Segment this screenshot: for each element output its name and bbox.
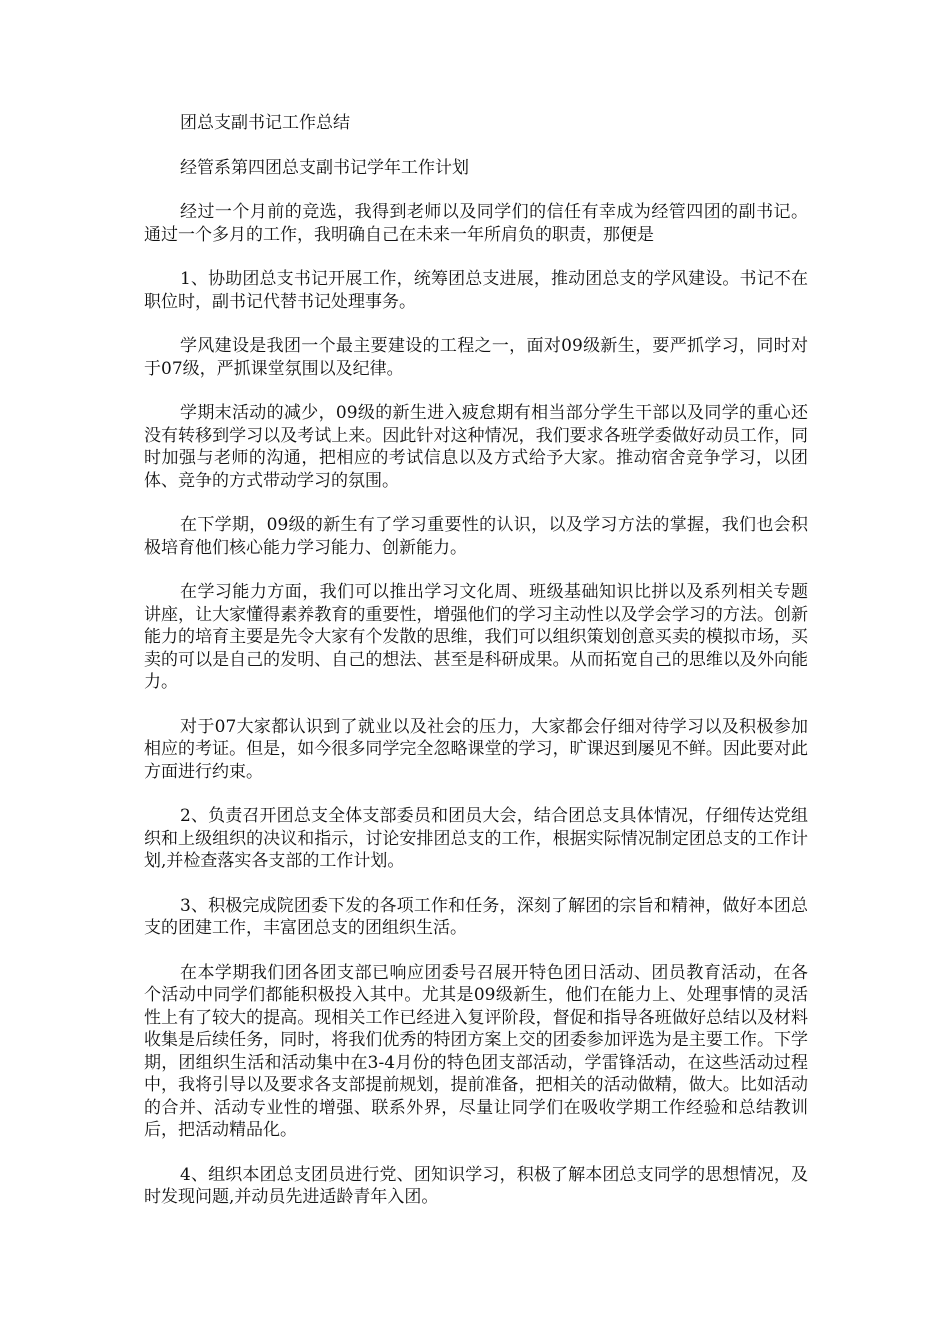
paragraph-duty-2: 2、负责召开团总支全体支部委员和团员大会，结合团总支具体情况，仔细传达党组织和上级组织的决议和指示，讨论安排团总支的工作，根据实际情况制定团总支的工作计划,并检查落实各支部的工作计划。 — [144, 806, 808, 871]
paragraph-grade-07: 对于07大家都认识到了就业以及社会的压力，大家都会仔细对待学习以及积极参加相应的考证。但是，如今很多同学完全忽略课堂的学习，旷课迟到屡见不鲜。因此要对此方面进行约束。 — [144, 716, 808, 782]
document-body — [144, 112, 808, 1231]
paragraph-learning-ability: 在学习能力方面，我们可以推出学习文化周、班级基础知识比拼以及系列相关专题讲座，让大家懂得素养教育的重要性，增强他们的学习主动性以及学会学习的方法。创新能力的培育主要是先令大家有个发散的思维，我们可以组织策划创意买卖的模拟市场，买卖的可以是自己的发明、自己的想法、甚至是科研成果。从而拓宽自己的思维以及外向能力。 — [144, 582, 808, 692]
paragraph-duty-3: 3、积极完成院团委下发的各项工作和任务，深刻了解团的宗旨和精神，做好本团总支的团建工作，丰富团总支的团组织生活。 — [144, 895, 808, 938]
paragraph-activities: 在本学期我们团各团支部已响应团委号召展开特色团日活动、团员教育活动，在各个活动中同学们都能积极投入其中。尤其是09级新生，他们在能力上、处理事情的灵活性上有了较大的提高。现相关工作已经进入复评阶段，督促和指导各班做好总结以及材料收集是后续任务，同时，将我们优秀的特团方案上交的团委参加评选为是主要工作。下学期，团组织生活和活动集中在3-4月份的特色团支部活动，学雷锋活动，在这些活动过程中，我将引导以及要求各支部提前规划，提前准备，把相关的活动做精，做大。比如活动的合并、活动专业性的增强、联系外界，尽量让同学们在吸收学期工作经验和总结教训后，把活动精品化。 — [144, 962, 808, 1140]
paragraph-intro: 经过一个月前的竞选，我得到老师以及同学们的信任有幸成为经管四团的副书记。通过一个多月的工作，我明确自己在未来一年所肩负的职责，那便是 — [144, 202, 808, 245]
paragraph-duty-4: 4、组织本团总支团员进行党、团知识学习，积极了解本团总支同学的思想情况，及时发现问题,并动员先进适龄青年入团。 — [144, 1164, 808, 1207]
document-subtitle: 经管系第四团总支副书记学年工作计划 — [180, 157, 469, 178]
paragraph-study-style: 学风建设是我团一个最主要建设的工程之一，面对09级新生，要严抓学习，同时对于07级，严抓课堂氛围以及纪律。 — [144, 336, 808, 379]
paragraph-duty-1: 1、协助团总支书记开展工作，统筹团总支进展，推动团总支的学风建设。书记不在职位时，副书记代替书记处理事务。 — [144, 269, 808, 312]
document-title: 团总支副书记工作总结 — [180, 113, 350, 133]
paragraph-term-end: 学期末活动的减少，09级的新生进入疲怠期有相当部分学生干部以及同学的重心还没有转移到学习以及考试上来。因此针对这种情况，我们要求各班学委做好动员工作，同时加强与老师的沟通，把相应的考试信息以及方式给予大家。推动宿舍竞争学习，以团体、竞争的方式带动学习的氛围。 — [144, 403, 808, 491]
paragraph-next-term: 在下学期，09级的新生有了学习重要性的认识，以及学习方法的掌握，我们也会积极培育他们核心能力学习能力、创新能力。 — [144, 515, 808, 558]
